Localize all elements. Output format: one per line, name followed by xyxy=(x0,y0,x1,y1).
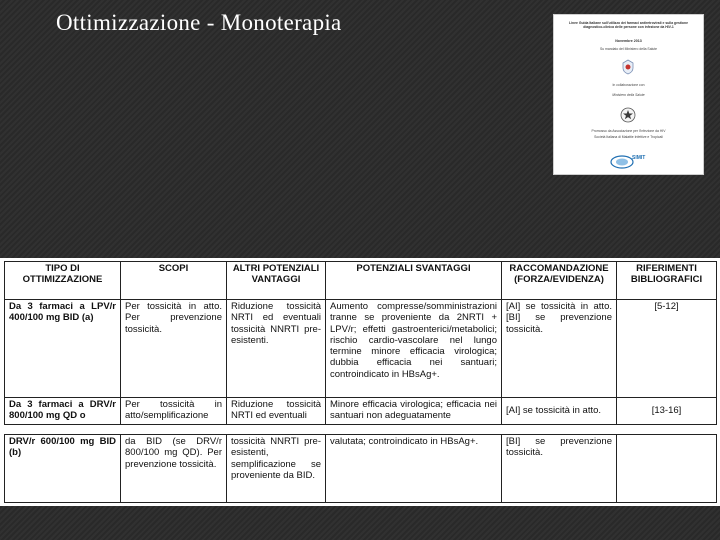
cover-title: Linee Guida Italiane sull'utilizzo dei farmaci antiretrovirali e sulla gestione diagnostico-clinica delle persone con infezione da HIV-1 xyxy=(569,21,688,30)
cover-line-1: Su mandato del Ministero della Salute xyxy=(599,47,658,51)
row3-tipo: DRV/r 600/100 mg BID (b) xyxy=(5,435,121,503)
simit-logo-text: SIMIT xyxy=(632,155,646,161)
row2-riferimenti: [13-16] xyxy=(617,398,717,425)
row2-svantaggi-text: Minore efficacia virologica; efficacia nei santuari non adeguatamente xyxy=(330,399,497,422)
table-row xyxy=(5,398,717,425)
row3-raccomandazione: [BI] se prevenzione tossicità. xyxy=(502,435,617,503)
cover-line-3: Ministero della Salute xyxy=(612,93,645,97)
ministry-emblem-icon xyxy=(621,59,635,75)
row1-raccomandazione: [AI] se tossicità in atto. [BI] se prevenzione tossicità. xyxy=(502,300,617,398)
row2-tipo xyxy=(5,398,121,425)
row2-svantaggi xyxy=(326,398,502,425)
row1-vantaggi: Riduzione tossicità NRTI ed eventuali tossicità NNRTI pre-esistenti. xyxy=(227,300,326,398)
row2-vantaggi xyxy=(227,398,326,425)
row1-svantaggi: Aumento compresse/somministrazioni tranne se proveniente da 2NRTI + LPV/r; effetti gastroenterici/metabolici; rischio cardio-vascolare nel lungo termine minore efficacia virologica; dubbia efficacia nei santuari; controindicato in HBsAg+. xyxy=(326,300,502,398)
row3-svantaggi: valutata; controindicato in HBsAg+. xyxy=(326,435,502,503)
row3-riferimenti xyxy=(617,435,717,503)
row1-riferimenti: [5-12] xyxy=(617,300,717,398)
header-vantaggi: ALTRI POTENZIALI VANTAGGI xyxy=(227,262,326,300)
cover-line-5: Società Italiana di Malattie Infettive e Tropicali xyxy=(594,135,663,139)
guidelines-cover-image xyxy=(553,14,704,175)
slide-title: Ottimizzazione - Monoterapia xyxy=(56,10,342,35)
header-raccomandazione: RACCOMANDAZIONE (FORZA/EVIDENZA) xyxy=(502,262,617,300)
republic-emblem-icon xyxy=(620,107,636,123)
row2-vantaggi-text: Riduzione tossicità NRTI ed eventuali xyxy=(231,399,321,422)
row2-tipo-text: Da 3 farmaci a DRV/r 800/100 mg QD o xyxy=(9,399,116,422)
row2-scopi xyxy=(121,398,227,425)
row2-scopi-text: Per tossicità in atto/semplificazione xyxy=(125,399,222,422)
row3-scopi: da BID (se DRV/r 800/100 mg QD). Per prevenzione tossicità. xyxy=(121,435,227,503)
cover-date: Novembre 2013 xyxy=(615,39,642,43)
table-row xyxy=(5,300,717,398)
header-tipo: TIPO DI OTTIMIZZAZIONE xyxy=(5,262,121,300)
table-header-row xyxy=(5,262,717,300)
header-riferimenti: RIFERIMENTI BIBLIOGRAFICI xyxy=(617,262,717,300)
optimization-table-panel xyxy=(0,258,720,506)
header-svantaggi: POTENZIALI SVANTAGGI xyxy=(326,262,502,300)
row3-vantaggi: tossicità NNRTI pre-esistenti, semplificazione se proveniente da BID. xyxy=(227,435,326,503)
table-row xyxy=(5,435,717,503)
optimization-table-continued xyxy=(4,434,717,503)
cover-line-2: In collaborazione con xyxy=(612,83,645,87)
row1-tipo: Da 3 farmaci a LPV/r 400/100 mg BID (a) xyxy=(5,300,121,398)
row1-scopi: Per tossicità in atto. Per prevenzione tossicità. xyxy=(121,300,227,398)
header-scopi: SCOPI xyxy=(121,262,227,300)
cover-line-4: Promosso da Associazione per l'Infezione da HIV xyxy=(591,129,666,133)
row2-raccomandazione: [AI] se tossicità in atto. xyxy=(502,398,617,425)
optimization-table xyxy=(4,261,717,425)
